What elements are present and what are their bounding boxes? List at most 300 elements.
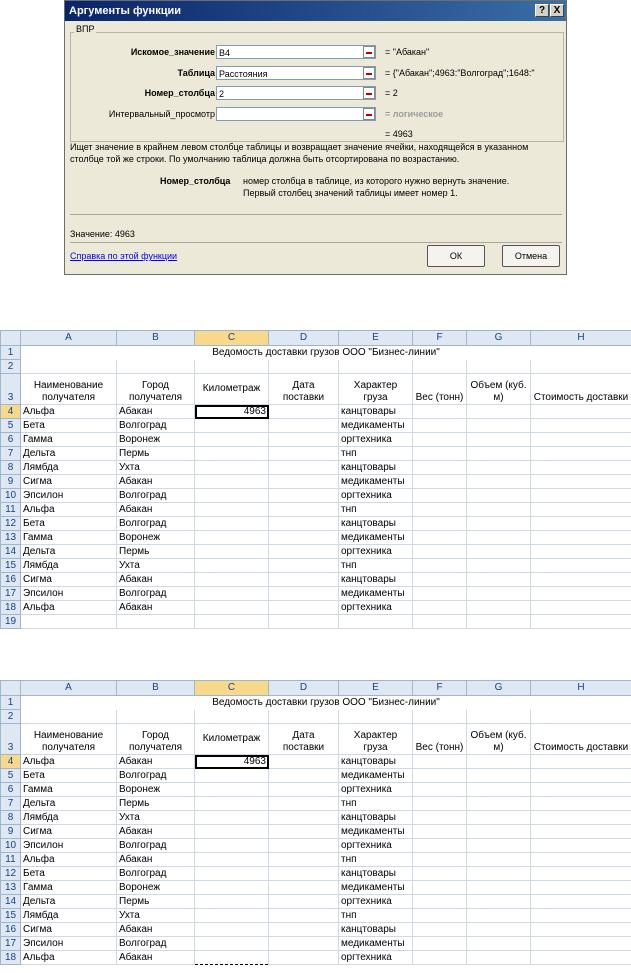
- cell[interactable]: [531, 909, 631, 923]
- distance-cell[interactable]: [195, 783, 269, 797]
- column-header[interactable]: G: [467, 331, 531, 346]
- cell[interactable]: [531, 475, 631, 489]
- cell[interactable]: [531, 573, 631, 587]
- cell[interactable]: [467, 559, 531, 573]
- city-cell[interactable]: Волгоград: [117, 517, 195, 531]
- cell[interactable]: [467, 489, 531, 503]
- row-header[interactable]: 10: [1, 839, 21, 853]
- row-header[interactable]: 9: [1, 475, 21, 489]
- column-title[interactable]: Вес (тонн): [413, 724, 467, 755]
- cell[interactable]: [467, 419, 531, 433]
- sheet-title[interactable]: Ведомость доставки грузов ООО "Бизнес-линии": [21, 696, 631, 710]
- cell[interactable]: [339, 615, 413, 629]
- column-header[interactable]: C: [195, 681, 269, 696]
- column-header[interactable]: H: [531, 331, 631, 346]
- cargo-cell[interactable]: канцтовары: [339, 923, 413, 937]
- cell[interactable]: [531, 881, 631, 895]
- cell[interactable]: [531, 433, 631, 447]
- column-header[interactable]: B: [117, 681, 195, 696]
- recipient-cell[interactable]: Эпсилон: [21, 587, 117, 601]
- cell[interactable]: [413, 783, 467, 797]
- column-title[interactable]: Характер груза: [339, 374, 413, 405]
- city-cell[interactable]: Воронеж: [117, 531, 195, 545]
- column-header[interactable]: F: [413, 681, 467, 696]
- row-header[interactable]: 18: [1, 601, 21, 615]
- distance-cell[interactable]: 4963: [195, 405, 269, 419]
- distance-cell[interactable]: [195, 937, 269, 951]
- column-title[interactable]: Дата поставки: [269, 724, 339, 755]
- column-header[interactable]: H: [531, 681, 631, 696]
- cell[interactable]: [413, 755, 467, 769]
- help-button[interactable]: ?: [535, 4, 549, 17]
- row-header[interactable]: 8: [1, 811, 21, 825]
- cell[interactable]: [339, 360, 413, 374]
- distance-cell[interactable]: [195, 909, 269, 923]
- cell[interactable]: [269, 461, 339, 475]
- cargo-cell[interactable]: канцтовары: [339, 461, 413, 475]
- row-header[interactable]: 6: [1, 783, 21, 797]
- ok-button[interactable]: ОК: [427, 245, 485, 267]
- cell[interactable]: [21, 360, 117, 374]
- cell[interactable]: [195, 360, 269, 374]
- distance-cell[interactable]: [195, 447, 269, 461]
- column-title[interactable]: Наименование получателя: [21, 374, 117, 405]
- arg-input-col-index[interactable]: 2: [216, 86, 376, 100]
- distance-cell[interactable]: [195, 461, 269, 475]
- city-cell[interactable]: Абакан: [117, 853, 195, 867]
- row-header[interactable]: 2: [1, 710, 21, 724]
- select-all-corner[interactable]: [1, 681, 21, 696]
- column-title[interactable]: Километраж: [195, 374, 269, 405]
- column-header[interactable]: E: [339, 331, 413, 346]
- city-cell[interactable]: Воронеж: [117, 433, 195, 447]
- cell[interactable]: [269, 937, 339, 951]
- row-header[interactable]: 12: [1, 867, 21, 881]
- row-header[interactable]: 1: [1, 696, 21, 710]
- recipient-cell[interactable]: Лямбда: [21, 811, 117, 825]
- cell[interactable]: [413, 447, 467, 461]
- cell[interactable]: [269, 360, 339, 374]
- cell[interactable]: [531, 503, 631, 517]
- cell[interactable]: [269, 710, 339, 724]
- cell[interactable]: [467, 587, 531, 601]
- cell[interactable]: [269, 573, 339, 587]
- cargo-cell[interactable]: медикаменты: [339, 769, 413, 783]
- cell[interactable]: [531, 559, 631, 573]
- cell[interactable]: [413, 419, 467, 433]
- arg-input-table[interactable]: Расстояния: [216, 66, 376, 80]
- cargo-cell[interactable]: медикаменты: [339, 475, 413, 489]
- city-cell[interactable]: Абакан: [117, 573, 195, 587]
- cell[interactable]: [269, 909, 339, 923]
- cell[interactable]: [531, 853, 631, 867]
- city-cell[interactable]: Ухта: [117, 909, 195, 923]
- cell[interactable]: [269, 769, 339, 783]
- cell[interactable]: [467, 531, 531, 545]
- cell[interactable]: [467, 839, 531, 853]
- recipient-cell[interactable]: Альфа: [21, 853, 117, 867]
- cell[interactable]: [467, 601, 531, 615]
- cell[interactable]: [467, 573, 531, 587]
- cell[interactable]: [413, 909, 467, 923]
- recipient-cell[interactable]: Гамма: [21, 531, 117, 545]
- column-title[interactable]: Наименование получателя: [21, 724, 117, 755]
- distance-cell[interactable]: [195, 769, 269, 783]
- cell[interactable]: [269, 923, 339, 937]
- city-cell[interactable]: Ухта: [117, 461, 195, 475]
- row-header[interactable]: 19: [1, 615, 21, 629]
- cargo-cell[interactable]: оргтехника: [339, 433, 413, 447]
- cell[interactable]: [269, 825, 339, 839]
- cell[interactable]: [195, 710, 269, 724]
- row-header[interactable]: 13: [1, 531, 21, 545]
- cell[interactable]: [413, 475, 467, 489]
- cell[interactable]: [269, 433, 339, 447]
- cargo-cell[interactable]: канцтовары: [339, 755, 413, 769]
- distance-cell[interactable]: [195, 531, 269, 545]
- cell[interactable]: [413, 839, 467, 853]
- column-header[interactable]: B: [117, 331, 195, 346]
- recipient-cell[interactable]: Дельта: [21, 447, 117, 461]
- row-header[interactable]: 17: [1, 937, 21, 951]
- row-header[interactable]: 3: [1, 724, 21, 755]
- cell[interactable]: [413, 601, 467, 615]
- recipient-cell[interactable]: Гамма: [21, 783, 117, 797]
- cell[interactable]: [413, 951, 467, 965]
- city-cell[interactable]: Ухта: [117, 559, 195, 573]
- city-cell[interactable]: Волгоград: [117, 489, 195, 503]
- cell[interactable]: [467, 769, 531, 783]
- cell[interactable]: [531, 895, 631, 909]
- cell[interactable]: [269, 755, 339, 769]
- column-header[interactable]: A: [21, 331, 117, 346]
- cell[interactable]: [467, 475, 531, 489]
- city-cell[interactable]: Пермь: [117, 545, 195, 559]
- recipient-cell[interactable]: Гамма: [21, 881, 117, 895]
- cell[interactable]: [467, 360, 531, 374]
- city-cell[interactable]: Волгоград: [117, 769, 195, 783]
- row-header[interactable]: 5: [1, 769, 21, 783]
- recipient-cell[interactable]: Бета: [21, 769, 117, 783]
- cell[interactable]: [531, 923, 631, 937]
- cell[interactable]: [269, 853, 339, 867]
- row-header[interactable]: 15: [1, 559, 21, 573]
- cell[interactable]: [531, 531, 631, 545]
- cell[interactable]: [269, 531, 339, 545]
- row-header[interactable]: 4: [1, 755, 21, 769]
- row-header[interactable]: 10: [1, 489, 21, 503]
- row-header[interactable]: 14: [1, 895, 21, 909]
- cell[interactable]: [413, 937, 467, 951]
- cargo-cell[interactable]: оргтехника: [339, 951, 413, 965]
- city-cell[interactable]: Волгоград: [117, 587, 195, 601]
- city-cell[interactable]: Абакан: [117, 503, 195, 517]
- cell[interactable]: [269, 615, 339, 629]
- distance-cell[interactable]: [195, 923, 269, 937]
- cell[interactable]: [467, 909, 531, 923]
- cell[interactable]: [413, 461, 467, 475]
- column-title[interactable]: Дата поставки: [269, 374, 339, 405]
- city-cell[interactable]: Волгоград: [117, 419, 195, 433]
- cell[interactable]: [269, 503, 339, 517]
- cell[interactable]: [467, 517, 531, 531]
- recipient-cell[interactable]: Лямбда: [21, 461, 117, 475]
- recipient-cell[interactable]: Эпсилон: [21, 489, 117, 503]
- row-header[interactable]: 14: [1, 545, 21, 559]
- cell[interactable]: [269, 895, 339, 909]
- recipient-cell[interactable]: Сигма: [21, 923, 117, 937]
- cell[interactable]: [269, 839, 339, 853]
- cell[interactable]: [531, 419, 631, 433]
- distance-cell[interactable]: [195, 881, 269, 895]
- city-cell[interactable]: Абакан: [117, 601, 195, 615]
- close-button[interactable]: X: [550, 4, 564, 17]
- cell[interactable]: [531, 811, 631, 825]
- cell[interactable]: [269, 783, 339, 797]
- recipient-cell[interactable]: Бета: [21, 867, 117, 881]
- city-cell[interactable]: Волгоград: [117, 937, 195, 951]
- cell[interactable]: [269, 517, 339, 531]
- dialog-titlebar[interactable]: [65, 1, 566, 21]
- city-cell[interactable]: Абакан: [117, 825, 195, 839]
- distance-cell[interactable]: [195, 517, 269, 531]
- city-cell[interactable]: Пермь: [117, 797, 195, 811]
- distance-cell[interactable]: [195, 853, 269, 867]
- distance-cell[interactable]: [195, 895, 269, 909]
- row-header[interactable]: 7: [1, 797, 21, 811]
- cell[interactable]: [413, 573, 467, 587]
- city-cell[interactable]: Волгоград: [117, 867, 195, 881]
- range-select-icon[interactable]: [363, 46, 375, 58]
- column-header[interactable]: E: [339, 681, 413, 696]
- row-header[interactable]: 8: [1, 461, 21, 475]
- distance-cell[interactable]: [195, 433, 269, 447]
- range-select-icon[interactable]: [363, 67, 375, 79]
- range-select-icon[interactable]: [363, 87, 375, 99]
- cell[interactable]: [413, 710, 467, 724]
- cell[interactable]: [413, 825, 467, 839]
- column-title[interactable]: Город получателя: [117, 724, 195, 755]
- cargo-cell[interactable]: тнп: [339, 559, 413, 573]
- cell[interactable]: [413, 923, 467, 937]
- cell[interactable]: [467, 545, 531, 559]
- column-title[interactable]: Стоимость доставки: [531, 724, 631, 755]
- row-header[interactable]: 17: [1, 587, 21, 601]
- cell[interactable]: [531, 825, 631, 839]
- cell[interactable]: [531, 587, 631, 601]
- cargo-cell[interactable]: оргтехника: [339, 895, 413, 909]
- row-header[interactable]: 1: [1, 346, 21, 360]
- range-select-icon[interactable]: [363, 108, 375, 120]
- distance-cell[interactable]: 4963: [195, 755, 269, 769]
- cell[interactable]: [531, 951, 631, 965]
- column-title[interactable]: Километраж: [195, 724, 269, 755]
- city-cell[interactable]: Абакан: [117, 475, 195, 489]
- city-cell[interactable]: Абакан: [117, 923, 195, 937]
- cargo-cell[interactable]: оргтехника: [339, 489, 413, 503]
- cell[interactable]: [531, 797, 631, 811]
- cell[interactable]: [269, 405, 339, 419]
- cell[interactable]: [467, 755, 531, 769]
- cell[interactable]: [413, 489, 467, 503]
- cell[interactable]: [117, 615, 195, 629]
- cargo-cell[interactable]: канцтовары: [339, 811, 413, 825]
- cell[interactable]: [531, 867, 631, 881]
- cell[interactable]: [467, 797, 531, 811]
- cell[interactable]: [413, 545, 467, 559]
- column-title[interactable]: Стоимость доставки: [531, 374, 631, 405]
- cell[interactable]: [117, 360, 195, 374]
- cargo-cell[interactable]: медикаменты: [339, 937, 413, 951]
- row-header[interactable]: 3: [1, 374, 21, 405]
- cell[interactable]: [531, 405, 631, 419]
- column-title[interactable]: Вес (тонн): [413, 374, 467, 405]
- cell[interactable]: [269, 867, 339, 881]
- cargo-cell[interactable]: тнп: [339, 447, 413, 461]
- cell[interactable]: [467, 853, 531, 867]
- city-cell[interactable]: Волгоград: [117, 839, 195, 853]
- recipient-cell[interactable]: Дельта: [21, 545, 117, 559]
- city-cell[interactable]: Воронеж: [117, 881, 195, 895]
- distance-cell[interactable]: [195, 489, 269, 503]
- cargo-cell[interactable]: оргтехника: [339, 783, 413, 797]
- distance-cell[interactable]: [195, 503, 269, 517]
- cell[interactable]: [531, 601, 631, 615]
- cell[interactable]: [21, 615, 117, 629]
- recipient-cell[interactable]: Лямбда: [21, 909, 117, 923]
- cell[interactable]: [531, 769, 631, 783]
- column-header[interactable]: A: [21, 681, 117, 696]
- cell[interactable]: [413, 853, 467, 867]
- recipient-cell[interactable]: Эпсилон: [21, 839, 117, 853]
- row-header[interactable]: 9: [1, 825, 21, 839]
- cargo-cell[interactable]: медикаменты: [339, 881, 413, 895]
- cell[interactable]: [413, 587, 467, 601]
- cell[interactable]: [531, 517, 631, 531]
- column-title[interactable]: Город получателя: [117, 374, 195, 405]
- column-title[interactable]: Характер груза: [339, 724, 413, 755]
- distance-cell[interactable]: [195, 951, 269, 965]
- cell[interactable]: [467, 951, 531, 965]
- cargo-cell[interactable]: оргтехника: [339, 545, 413, 559]
- cell[interactable]: [467, 923, 531, 937]
- cell[interactable]: [413, 517, 467, 531]
- cargo-cell[interactable]: канцтовары: [339, 573, 413, 587]
- cell[interactable]: [531, 489, 631, 503]
- cell[interactable]: [531, 545, 631, 559]
- recipient-cell[interactable]: Альфа: [21, 503, 117, 517]
- row-header[interactable]: 2: [1, 360, 21, 374]
- cell[interactable]: [413, 769, 467, 783]
- cell[interactable]: [467, 461, 531, 475]
- recipient-cell[interactable]: Лямбда: [21, 559, 117, 573]
- cell[interactable]: [413, 867, 467, 881]
- cell[interactable]: [467, 503, 531, 517]
- cargo-cell[interactable]: медикаменты: [339, 825, 413, 839]
- cargo-cell[interactable]: тнп: [339, 797, 413, 811]
- cell[interactable]: [467, 615, 531, 629]
- column-header[interactable]: C: [195, 331, 269, 346]
- cell[interactable]: [467, 867, 531, 881]
- cargo-cell[interactable]: оргтехника: [339, 601, 413, 615]
- recipient-cell[interactable]: Дельта: [21, 797, 117, 811]
- column-header[interactable]: G: [467, 681, 531, 696]
- city-cell[interactable]: Абакан: [117, 755, 195, 769]
- distance-cell[interactable]: [195, 797, 269, 811]
- recipient-cell[interactable]: Альфа: [21, 951, 117, 965]
- cell[interactable]: [467, 895, 531, 909]
- recipient-cell[interactable]: Сигма: [21, 475, 117, 489]
- cell[interactable]: [339, 710, 413, 724]
- distance-cell[interactable]: [195, 811, 269, 825]
- cell[interactable]: [467, 447, 531, 461]
- cell[interactable]: [413, 559, 467, 573]
- cell[interactable]: [467, 710, 531, 724]
- cell[interactable]: [531, 447, 631, 461]
- cell[interactable]: [269, 811, 339, 825]
- city-cell[interactable]: Абакан: [117, 405, 195, 419]
- distance-cell[interactable]: [195, 573, 269, 587]
- cell[interactable]: [413, 895, 467, 909]
- row-header[interactable]: 6: [1, 433, 21, 447]
- row-header[interactable]: 5: [1, 419, 21, 433]
- recipient-cell[interactable]: Эпсилон: [21, 937, 117, 951]
- cell[interactable]: [531, 839, 631, 853]
- cell[interactable]: [531, 710, 631, 724]
- cell[interactable]: [195, 615, 269, 629]
- city-cell[interactable]: Ухта: [117, 811, 195, 825]
- cell[interactable]: [269, 881, 339, 895]
- distance-cell[interactable]: [195, 559, 269, 573]
- cargo-cell[interactable]: тнп: [339, 853, 413, 867]
- row-header[interactable]: 13: [1, 881, 21, 895]
- cell[interactable]: [269, 797, 339, 811]
- arg-input-lookup-value[interactable]: B4: [216, 45, 376, 59]
- cell[interactable]: [269, 545, 339, 559]
- cell[interactable]: [413, 503, 467, 517]
- cell[interactable]: [269, 951, 339, 965]
- cell[interactable]: [531, 937, 631, 951]
- cargo-cell[interactable]: канцтовары: [339, 405, 413, 419]
- distance-cell[interactable]: [195, 867, 269, 881]
- recipient-cell[interactable]: Альфа: [21, 755, 117, 769]
- recipient-cell[interactable]: Гамма: [21, 433, 117, 447]
- cell[interactable]: [467, 433, 531, 447]
- city-cell[interactable]: Абакан: [117, 951, 195, 965]
- arg-input-range-lookup[interactable]: [216, 107, 376, 121]
- distance-cell[interactable]: [195, 825, 269, 839]
- cell[interactable]: [413, 811, 467, 825]
- cell[interactable]: [467, 811, 531, 825]
- cargo-cell[interactable]: медикаменты: [339, 531, 413, 545]
- cell[interactable]: [269, 475, 339, 489]
- cell[interactable]: [467, 937, 531, 951]
- cell[interactable]: [117, 710, 195, 724]
- recipient-cell[interactable]: Сигма: [21, 573, 117, 587]
- cell[interactable]: [531, 360, 631, 374]
- cell[interactable]: [413, 881, 467, 895]
- distance-cell[interactable]: [195, 545, 269, 559]
- distance-cell[interactable]: [195, 601, 269, 615]
- column-header[interactable]: F: [413, 331, 467, 346]
- row-header[interactable]: 18: [1, 951, 21, 965]
- recipient-cell[interactable]: Сигма: [21, 825, 117, 839]
- cell[interactable]: [531, 755, 631, 769]
- row-header[interactable]: 7: [1, 447, 21, 461]
- recipient-cell[interactable]: Дельта: [21, 895, 117, 909]
- city-cell[interactable]: Пермь: [117, 895, 195, 909]
- cell[interactable]: [413, 433, 467, 447]
